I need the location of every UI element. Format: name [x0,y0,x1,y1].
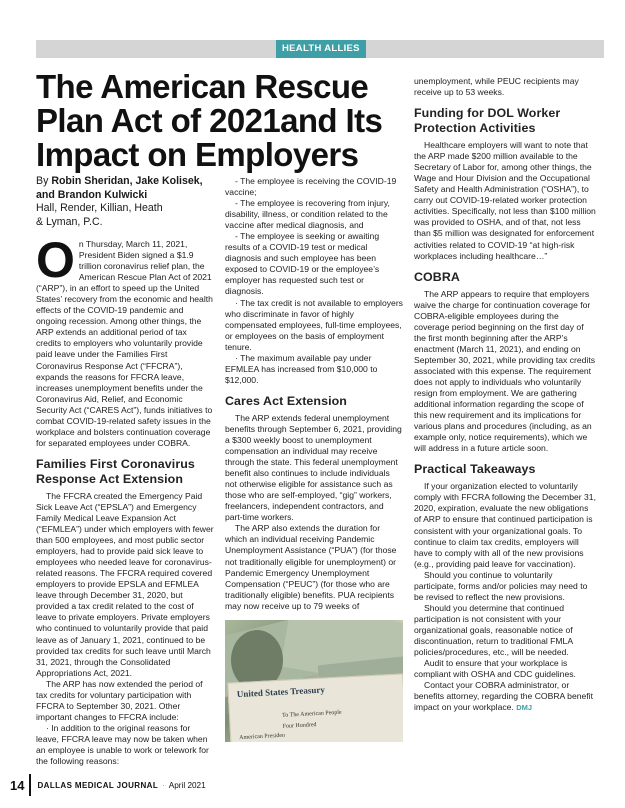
heading-takeaways: Practical Takeaways [414,462,536,477]
paragraph: If your organization elected to voluntarily comply with FFCRA following the December 31, 2020, expiration, evaluate the new obligations of ARP to ensure that continued participation is consistent with your organizational goals. To continue to claim tax credits, employers will have to comply with all of the new provisions (e.g., providing paid leave for vaccination). [414,481,596,569]
dash-item: - The employee is seeking or awaiting results of a COVID-19 test or medical diagnosis and such employee has been exposed to COVID-19 or the employee’s employer has requested such test or diagnosis. [225,231,380,297]
heading-cares: Cares Act Extension [225,393,347,408]
intro-paragraph [36,232,214,449]
stimulus-check-photo [225,620,403,742]
byline-prefix: By [36,175,52,187]
check-recipient: American Presiden [239,732,286,741]
paragraph: Should you continue to voluntarily participate, forms and/or policies may need to be revised to reflect the new provisions. [414,569,588,602]
check-title: United States Treasury [236,684,326,699]
paragraph: The ARP also extends the duration for which an individual receiving Pandemic Unemployment Assistance (“PUA”) (for those not traditionally eligible for unemployment) or Pandemic Emergency Unemployment Compensation (“PEUC”) (for those who are traditionally eligible) benefits. PUA recipients may now receive up to 79 weeks of [225,523,397,611]
intro-text: n Thursday, March 11, 2021, President Biden signed a $1.9 trillion coronavirus relief plan, the American Rescue Plan Act of 2021 (“ARP”), in an effort to speed up the United States’ recovery from the economic and health effects of the COVID-19 pandemic and ongoing recession. Among other things, the ARP extends an additional period of tax credits to employers who voluntarily provide paid leave under the Families First Coronavirus Response Act (“FFCRA”), expands the reasons for FFCRA leave, increases unemployment benefits under the Coronavirus Aid, Relief, and Economic Security Act (“CARES Act”), funds initiatives to combat COVID-19-related safety issues in the workplace and bolsters continuation coverage for separated employees under COBRA. [36,239,213,448]
heading-ffcra: Families First Coronavirus Response Act Extension [36,456,195,486]
paragraph: Audit to ensure that your workplace is compliant with OSHA and CDC guidelines. [414,658,576,680]
authors-line-1: Robin Sheridan, Jake Kolisek, [51,175,203,187]
page-number: 14 [10,777,25,793]
firm-line-2: & Lyman, P.C. [36,215,103,228]
bullet-item: · The tax credit is not available to employers who discriminate in favor of highly compensated employees, full-time employees, or employees on the basis of employment tenure. [225,297,403,352]
heading-dol-funding: Funding for DOL Worker Protection Activities [414,106,561,136]
authors-line-2: and Brandon Kulwicki [36,188,148,201]
check-payee: To The American People [281,709,342,719]
paragraph: The ARP extends federal unemployment benefits through September 6, 2021, providing a $300 weekly boost to unemployment compensation an individual may receive through the state. This federal unemployment benefit also continues to include individuals not otherwise eligible for assistance such as those who are self-employed, “gig” workers, freelancers, independent contractors, and part-time workers. [225,412,402,523]
footer-divider [29,774,31,796]
column-2 [225,176,403,742]
column-1 [36,175,214,767]
byline [36,175,214,229]
footer-separator: · [162,780,165,790]
section-tag: HEALTH ALLIES [276,40,366,58]
heading-cobra: COBRA [414,269,460,284]
paragraph: The FFCRA created the Emergency Paid Sick Leave Act (“EPSLA”) and Emergency Family Medical Leave Expansion Act (“EFMLEA”) under which employers with fewer than 500 employees, and most public sector employers, had to provide paid sick leave to employees who needed leave for coronavirus-related reasons. The FFCRA required covered employers to provide EPSLA and EFMLEA leave through December 31, 2020, but provided a tax credit related to the cost of leave to private employers. Private employers who continued to voluntarily provide that paid leave as of January 1, 2021, continued to be provided tax credits for such leave until March 31, 2021, through the Consolidated Appropriations Act, 2021. [36,490,214,678]
drop-cap: O [36,232,75,288]
column-3 [414,76,596,713]
paragraph-final [414,680,596,713]
paragraph-continued: unemployment, while PEUC recipients may receive up to 53 weeks. [414,76,579,98]
final-text: Contact your COBRA administrator, or benefits attorney, regarding the COBRA benefit impact on your workplace. [414,680,593,713]
dash-item: - The employee is receiving the COVID-19 vaccine; [225,176,397,198]
firm-line-1: Hall, Render, Killian, Heath [36,202,163,214]
paragraph: The ARP has now extended the period of tax credits for voluntary participation with FFCRA to September 30, 2021. Other important changes to FFCRA include: [36,678,203,722]
publication-name: DALLAS MEDICAL JOURNAL [37,780,159,790]
article-title: The American Rescue Plan Act of 2021and Its Impact on Employers [36,68,383,173]
bullet-item: · In addition to the original reasons for leave, FFCRA leave may now be taken when an employee is unable to work or telework for the following reasons: [36,722,209,767]
check-amount: Four Hundred [282,721,317,730]
issue-date: April 2021 [168,780,206,790]
dash-item: - The employee is recovering from injury, disability, illness, or condition related to the vaccine after medical diagnosis, and [225,198,390,231]
signoff-mark: DMJ [516,703,533,713]
paragraph: The ARP appears to require that employers waive the charge for continuation coverage for COBRA-eligible employees during the coverage period beginning on the first day of the first month beginning after the ARP’s enactment (March 11, 2021), and ending on September 30, 2021, while providing tax credits associated with this expense. The requirement does not apply to individuals who voluntarily resign from employment. We are gathering additional information regarding the scope of this new requirement and its implications for various plans and procedures (including, as an example only, notice requirements), which we will address in a future article soon. [414,288,596,454]
treasury-check [227,673,403,742]
page-footer [10,774,206,796]
paragraph: Should you determine that continued participation is not consistent with your organizational goals, reasonable notice of discontinuation, return to traditional FMLA policies/procedures, etc., will be needed. [414,602,573,658]
paragraph: Healthcare employers will want to note that the ARP made $200 million available to the Secretary of Labor for, among other things, the Wage and Hour Division and the Occupational Safety and Health Administration (“OSHA”), to carry out COVID-19-related worker protection activities. Specifically, not less than $100 million was provided to OSHA, and of that, not less than $5 million was designated for enforcement activities related to COVID-19 “at high-risk workplaces including healthcare…” [414,140,596,261]
bullet-item: · The maximum available pay under EFMLEA has increased from $10,000 to $12,000. [225,352,378,385]
